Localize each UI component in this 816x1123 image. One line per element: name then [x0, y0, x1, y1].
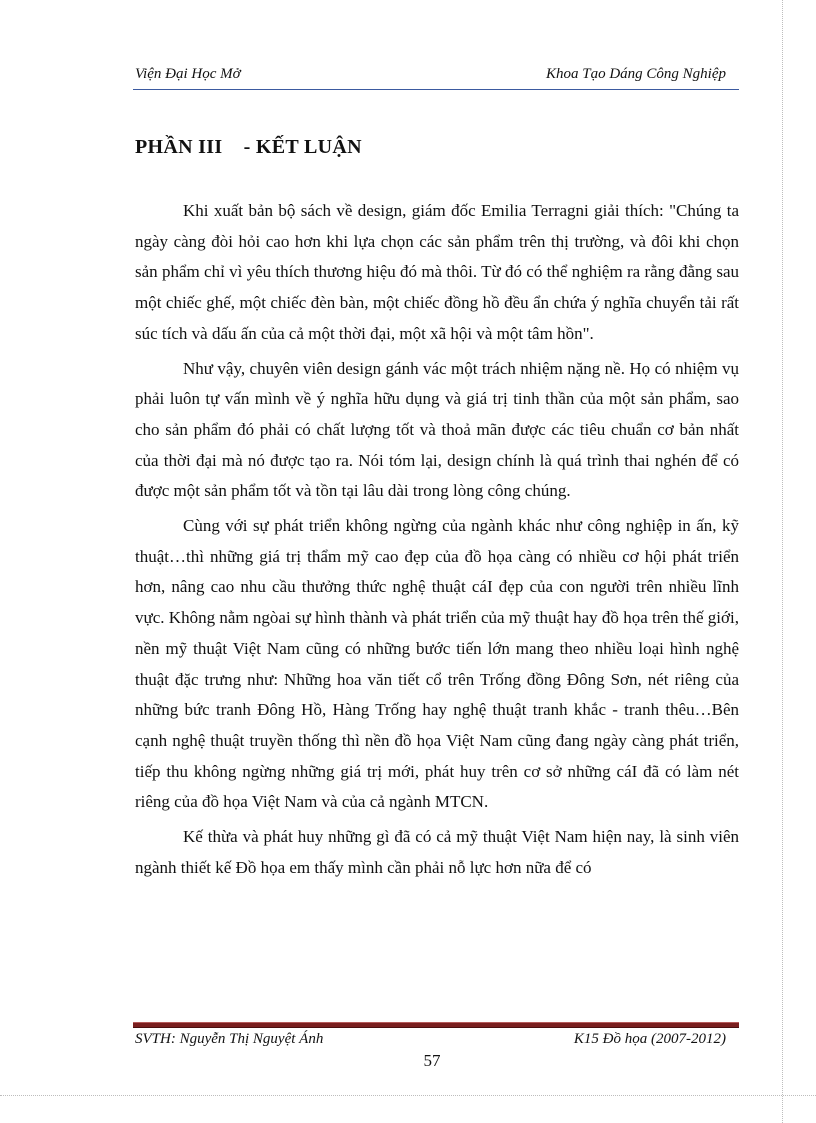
paragraph: Như vậy, chuyên viên design gánh vác một trách nhiệm nặng nề. Họ có nhiệm vụ phải luôn tự vấn mình về ý nghĩa hữu dụng và giá trị tinh thần của một sản phẩm, sao cho sản phẩm đó phải có chất lượng tốt và thoả mãn được các tiêu chuẩn cơ bản nhất của thời đại mà nó được tạo ra. Nói tóm lại, design chính là quá trình thai nghén để có được một sản phẩm tốt và tồn tại lâu dài trong lòng công chúng. [135, 358, 739, 501]
bottom-margin-guide [0, 1095, 816, 1096]
page-footer [133, 1031, 738, 1051]
footer-divider [133, 1022, 739, 1028]
header-divider [133, 89, 739, 90]
paragraph: Kế thừa và phát huy những gì đã có cả mỹ thuật Việt Nam hiện nay, là sinh viên ngành thiết kế Đồ họa em thấy mình cần phải nỗ lực hơn nữa để có [135, 827, 739, 877]
footer-course: K15 Đồ họa (2007-2012) [573, 1031, 726, 1047]
footer-student: SVTH: Nguyễn Thị Nguyệt Ánh [135, 1031, 324, 1047]
body-text [135, 196, 739, 887]
paragraph: Cùng với sự phát triển không ngừng của ngành khác như công nghiệp in ấn, kỹ thuật…thì những giá trị thẩm mỹ cao đẹp của đồ họa càng có nhiều cơ hội phát triển hơn, nâng cao nhu cầu thưởng thức nghệ thuật cáI đẹp của con người trên nhiều lĩnh vực. Không nằm ngòai sự hình thành và phát triển của mỹ thuật hay đồ họa trên thế giới, nền mỹ thuật Việt Nam cũng có những bước tiến lớn mang theo nhiều loại hình nghệ thuật đặc trưng như: Những hoa văn tiết cổ trên Trống đồng Đông Sơn, nét riêng của những bức tranh Đông Hồ, Hàng Trống hay nghệ thuật tranh khắc - tranh thêu…Bên cạnh nghệ thuật truyền thống thì nền đồ họa Việt Nam cũng đang ngày càng phát triển, tiếp thu không ngừng những giá trị mới, phát huy trên cơ sở những cáI đã có làm nét riêng của đồ họa Việt Nam và của cả ngành MTCN. [135, 516, 739, 812]
header-faculty: Khoa Tạo Dáng Công Nghiệp [545, 66, 726, 82]
page-number: 57 [423, 1051, 441, 1070]
paragraph: Khi xuất bản bộ sách về design, giám đốc Emilia Terragni giải thích: "Chúng ta ngày càng đòi hỏi cao hơn khi lựa chọn các sản phẩm trên thị trường, và đôi khi chọn sản phẩm chỉ vì yêu thích thương hiệu đó mà thôi. Từ đó có thể nghiệm ra rằng đằng sau một chiếc ghế, một chiếc đèn bàn, một chiếc đồng hồ đều ẩn chứa ý nghĩa chuyển tải rất súc tích và dấu ấn của cả một thời đại, một xã hội và một tâm hồn". [135, 201, 739, 343]
page-header [133, 66, 738, 88]
header-institution: Viện Đại Học Mở [135, 66, 241, 82]
right-margin-guide [782, 0, 783, 1123]
section-title: PHẦN III - KẾT LUẬN [135, 136, 362, 158]
